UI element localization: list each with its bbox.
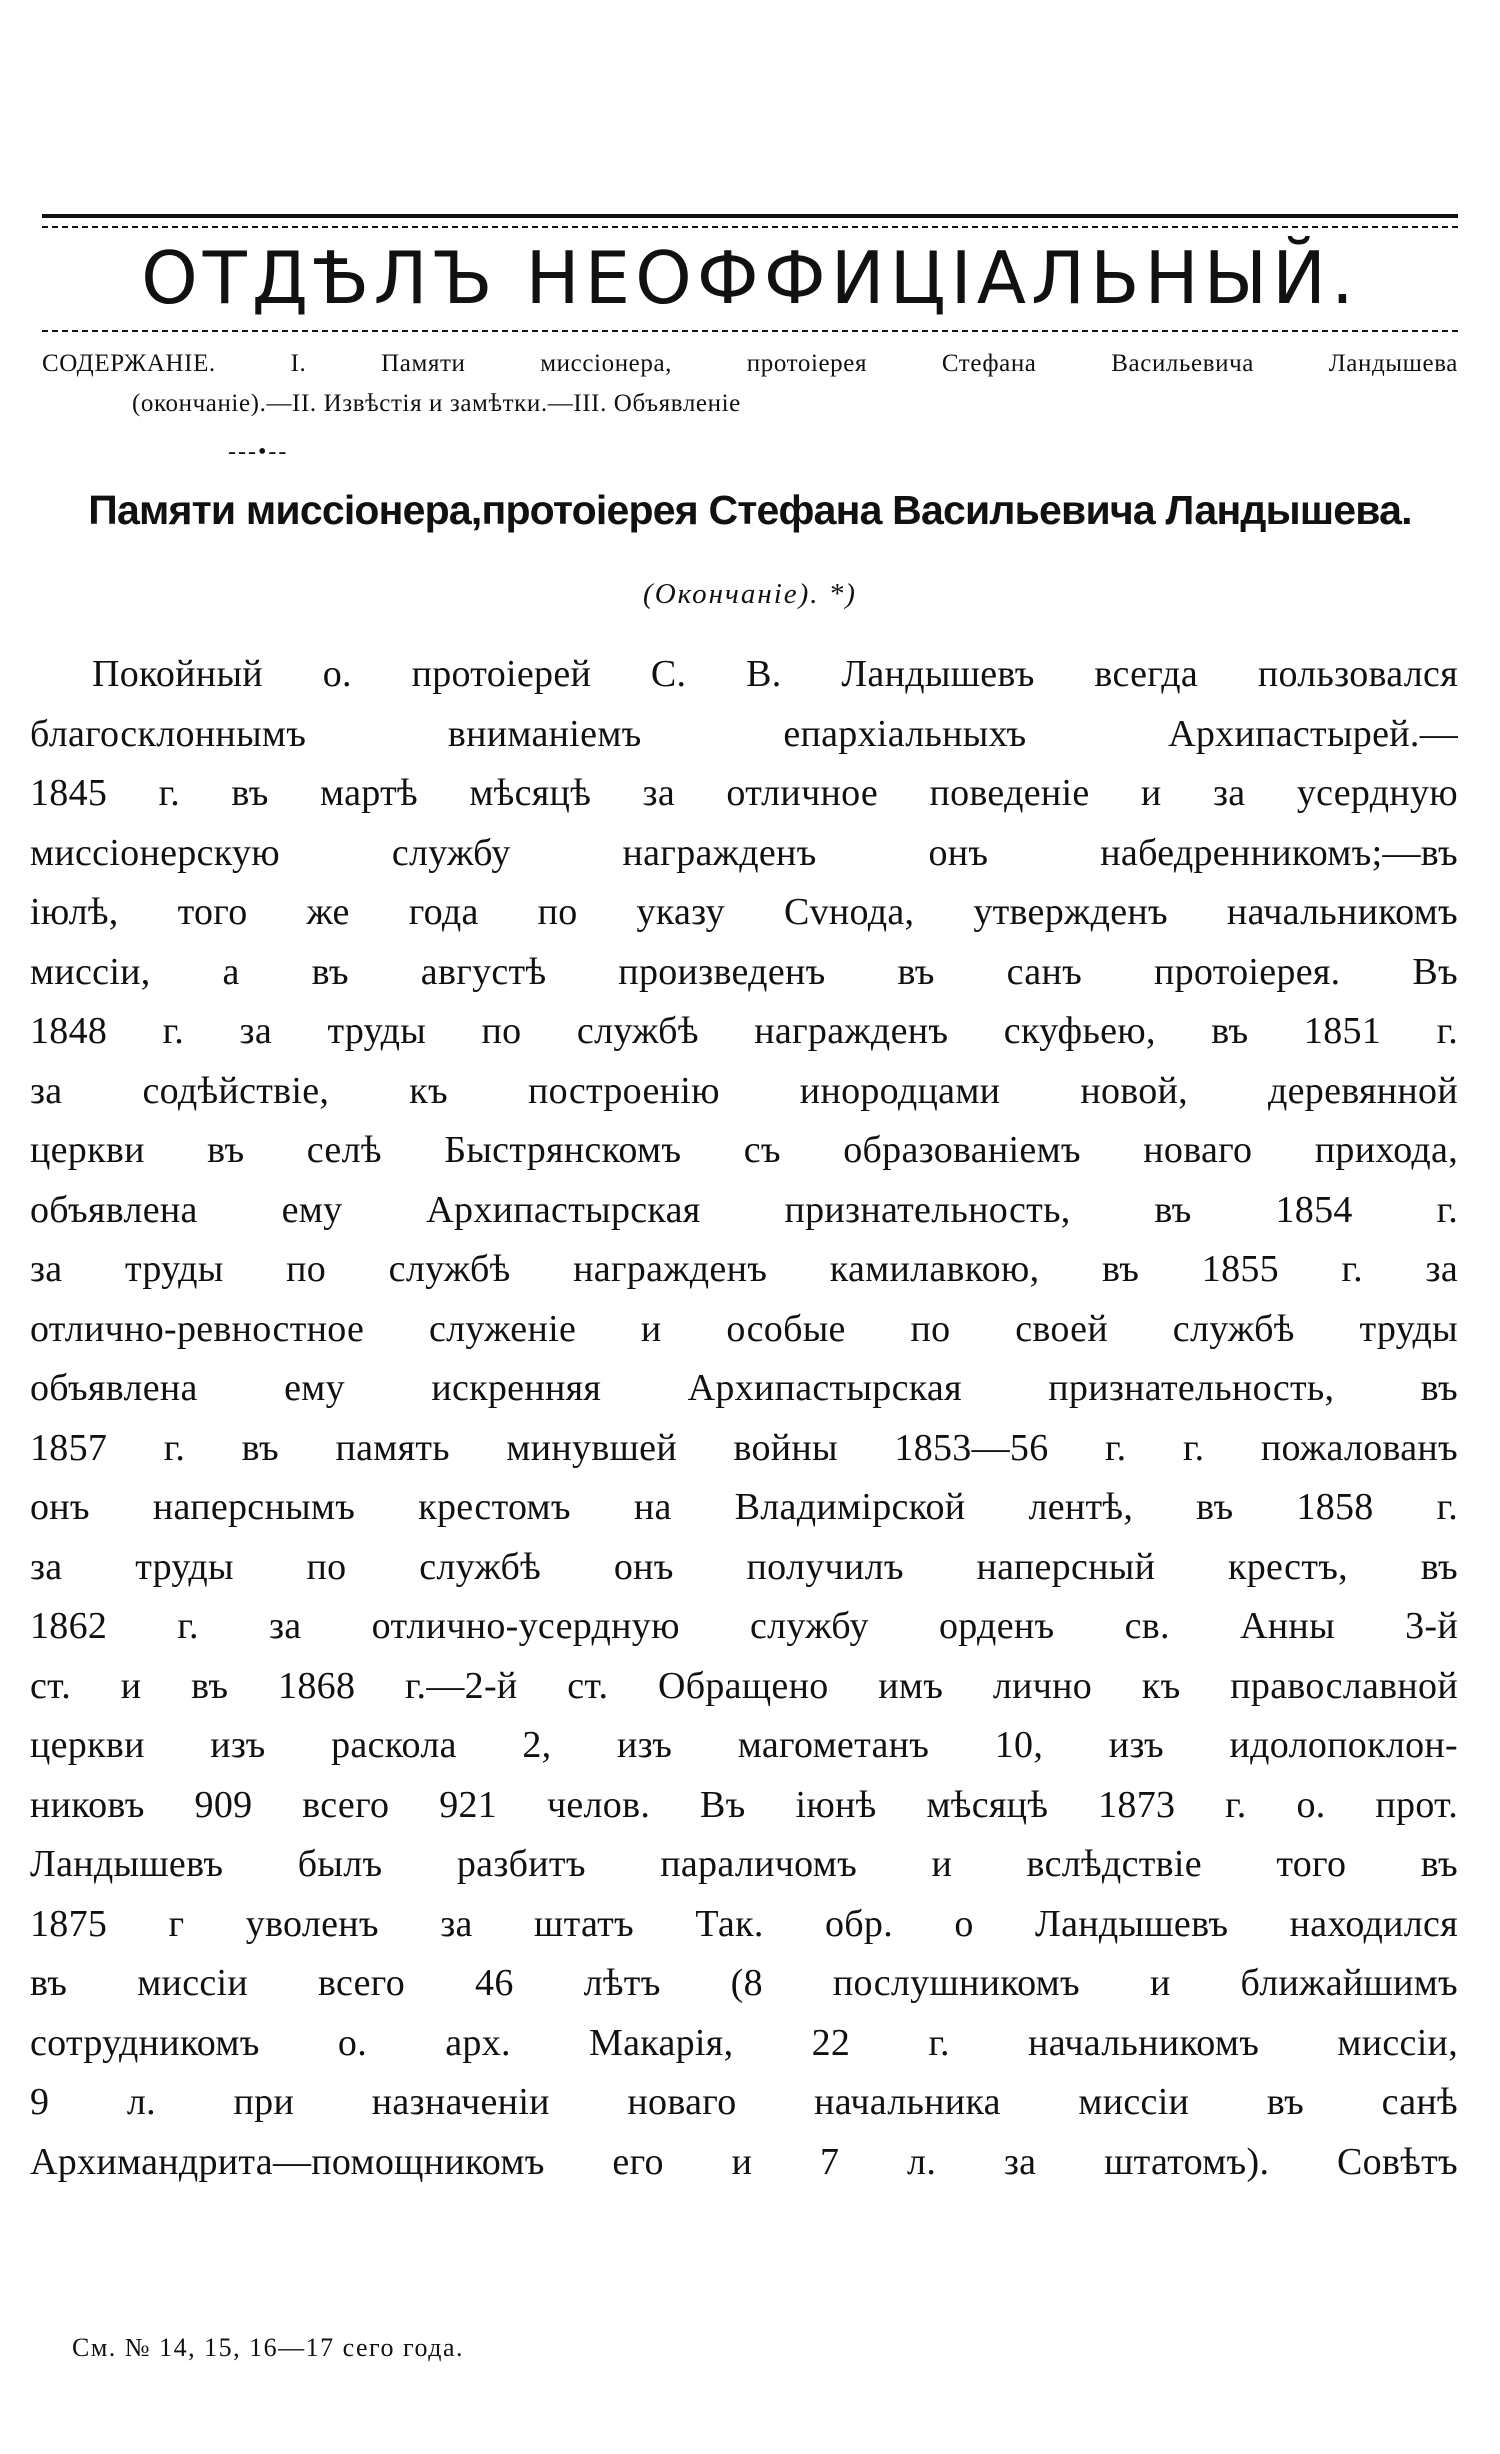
body-line: въ миссiи всего 46 лѣтъ (8 послушникомъ и ближайшимъ: [30, 1962, 1458, 2004]
body-line: онъ наперснымъ крестомъ на Владимiрской лентѣ, въ 1858 г.: [30, 1486, 1458, 1528]
body-line: 9 л. при назначенiи новаго начальника миссiи въ санѣ: [30, 2081, 1458, 2123]
table-of-contents: [42, 344, 1458, 424]
body-line: церкви изъ раскола 2, изъ магометанъ 10, изъ идолопоклон-: [30, 1724, 1458, 1766]
body-line: Покойный о. протоiерей С. В. Ландышевъ всегда пользовался: [92, 653, 1458, 695]
body-line: ст. и въ 1868 г.—2-й ст. Обращено имъ лично къ православной: [30, 1664, 1458, 1707]
article-body: [30, 645, 1458, 2192]
contents-line: СОДЕРЖАНIЕ. I. Памяти миссiонера, протоiерея Стефана Васильевича Ландышева: [42, 350, 1458, 377]
body-line: благосклоннымъ вниманiемъ епархiальныхъ Архипастырей.—: [30, 712, 1458, 755]
body-line: Ландышевъ былъ разбитъ параличомъ и вслѣдствiе того въ: [30, 1843, 1458, 1885]
body-line: миссiонерскую службу награжденъ онъ набедренникомъ;—въ: [30, 831, 1458, 874]
article-subtitle: (Окончанiе). *): [643, 578, 857, 610]
body-line: за труды по службѣ онъ получилъ наперсный крестъ, въ: [30, 1545, 1458, 1588]
body-line: объявлена ему искренняя Архипастырская признательность, въ: [30, 1367, 1458, 1409]
separator-mark: ---•--: [228, 439, 289, 465]
section-title: ОТДѢЛЪ НЕОФФИЦIАЛЬНЫЙ.: [141, 236, 1359, 320]
body-line: 1848 г. за труды по службѣ награжденъ скуфьею, въ 1851 г.: [30, 1010, 1458, 1052]
body-line: за содѣйствiе, къ построенiю инородцами новой, деревянной: [30, 1069, 1458, 1112]
body-line: объявлена ему Архипастырская признательность, въ 1854 г.: [30, 1188, 1458, 1231]
body-line: 1862 г. за отлично-усердную службу орденъ св. Анны 3-й: [30, 1605, 1458, 1647]
body-line: сотрудникомъ о. арх. Макарiя, 22 г. начальникомъ миссiи,: [30, 2021, 1458, 2064]
body-line: iюлѣ, того же года по указу Сvнода, утвержденъ начальникомъ: [30, 891, 1458, 933]
body-line: отлично-ревностное служенiе и особые по своей службѣ труды: [30, 1307, 1458, 1350]
body-line: церкви въ селѣ Быстрянскомъ съ образованiемъ новаго прихода,: [30, 1129, 1458, 1171]
footnote: См. № 14, 15, 16—17 сего года.: [72, 2333, 465, 2362]
body-line: за труды по службѣ награжденъ камилавкою, въ 1855 г. за: [30, 1248, 1458, 1290]
body-line: никовъ 909 всего 921 челов. Въ iюнѣ мѣсяцѣ 1873 г. о. прот.: [30, 1783, 1458, 1826]
header-rule-top: [42, 214, 1458, 218]
body-line: миссiи, а въ августѣ произведенъ въ санъ протоiерея. Въ: [30, 950, 1458, 993]
article-title: Памяти миссiонера,протоiерея Стефана Васильевича Ландышева.: [88, 487, 1412, 533]
header-rule-dashed: [42, 226, 1458, 228]
body-line: 1845 г. въ мартѣ мѣсяцѣ за отличное поведенiе и за усердную: [30, 772, 1458, 814]
body-line: 1857 г. въ память минувшей войны 1853—56 г. г. пожалованъ: [30, 1426, 1458, 1469]
body-line: Архимандрита—помощникомъ его и 7 л. за штатомъ). Совѣтъ: [30, 2140, 1458, 2183]
header-rule-bottom: [42, 330, 1458, 332]
contents-line: (окончанiе).—II. Извѣстiя и замѣтки.—III. Объявленiе: [132, 390, 741, 417]
body-line: 1875 г уволенъ за штатъ Так. обр. о Ландышевъ находился: [30, 1902, 1458, 1945]
